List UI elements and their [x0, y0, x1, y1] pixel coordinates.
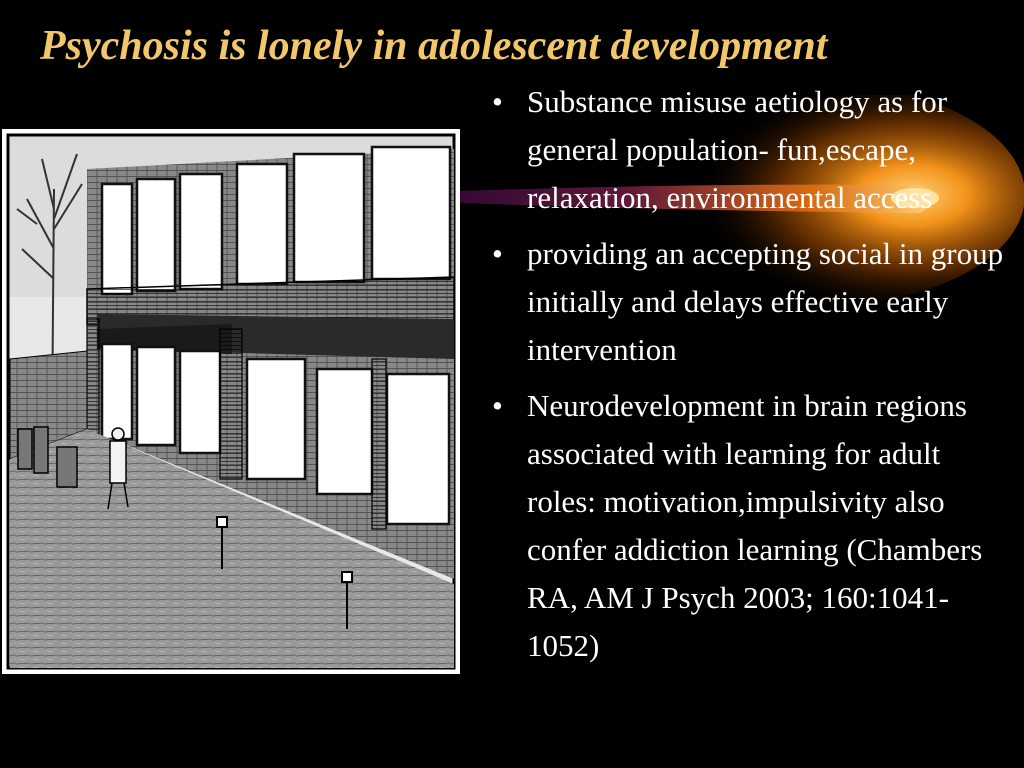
- storefront-drawing: [2, 129, 460, 674]
- bullet-text: Substance misuse aetiology as for general population- fun,escape, relaxation, environmental access: [527, 84, 948, 215]
- bullet-item: [490, 382, 1015, 670]
- storefront-illustration: [2, 129, 460, 674]
- bullet-list: [490, 78, 1015, 678]
- bullet-glyph: •: [492, 84, 503, 119]
- slide-title: Psychosis is lonely in adolescent development: [40, 23, 828, 69]
- bullet-glyph: •: [492, 388, 503, 423]
- bullet-text: providing an accepting social in group initially and delays effective early intervention: [527, 236, 1004, 367]
- bullet-text: Neurodevelopment in brain regions associated with learning for adult roles: motivation,impulsivity also confer addiction learning (Chambers RA, AM J Psych 2003; 160:1041-1052): [527, 388, 983, 663]
- bullet-glyph: •: [492, 236, 503, 271]
- bullet-item: [490, 78, 1015, 222]
- bullet-item: [490, 230, 1015, 374]
